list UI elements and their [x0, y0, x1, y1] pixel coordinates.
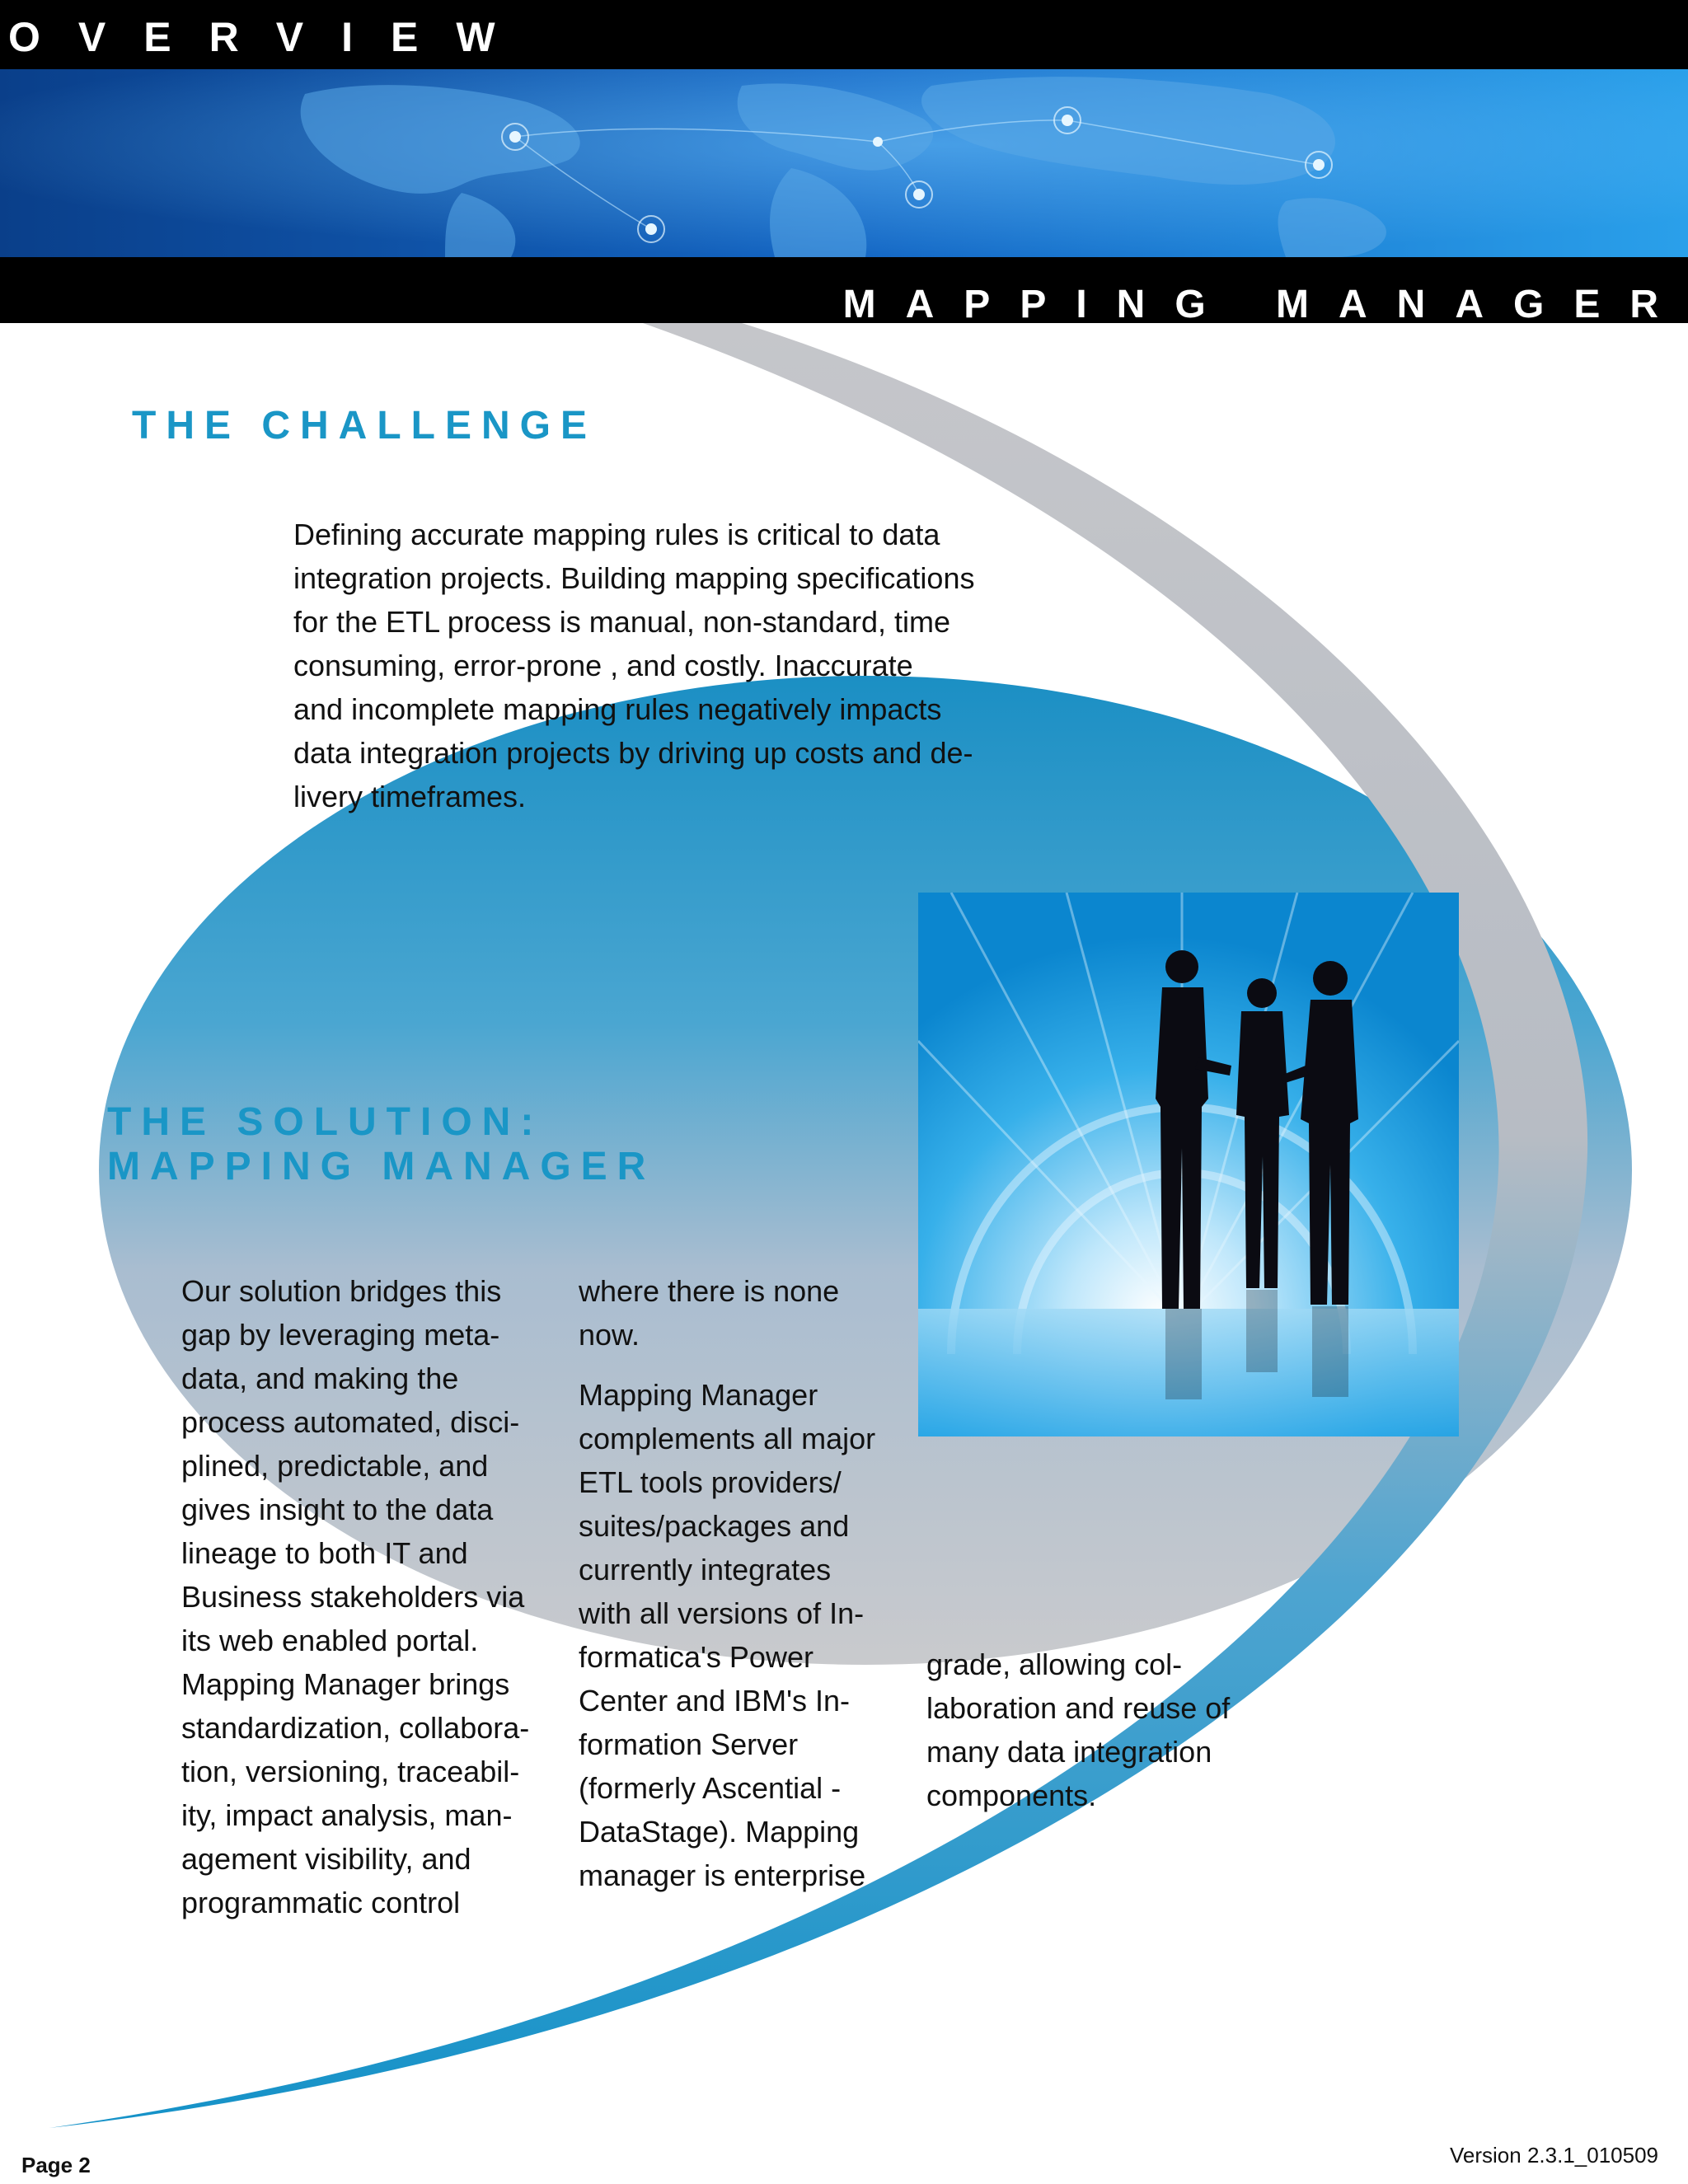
product-title: MAPPING MANAGER — [842, 283, 1688, 326]
solution-heading-line2: MAPPING MANAGER — [107, 1145, 656, 1188]
version-label: Version 2.3.1_010509 — [1450, 2143, 1658, 2168]
solution-column-3: grade, allowing col- laboration and reuse of many data integration components. — [926, 1647, 1231, 1812]
challenge-heading: THE CHALLENGE — [132, 404, 597, 448]
challenge-paragraph: Defining accurate mapping rules is critical to data integration projects. Building mapping specifications for the ETL process is manual, non-standard, time consuming, error-prone , and costly. Inaccurate and incomplete mapping rules negatively impacts data integration projects by driving up costs and de- livery timeframes. — [293, 518, 975, 813]
section-title: OVERVIEW — [8, 14, 533, 60]
business-team-photo — [918, 893, 1459, 1436]
solution-column-1: Our solution bridges this gap by leveraging meta- data, and making the process automated, disci- plined, predictable, and gives insight to the data lineage to both IT and Business stakeholders via its web enabled portal. Mapping Manager brings standardization, collabora- tion, versioning, traceabil- ity, impact analysis, man- agement visibility, and programmatic control — [181, 1274, 530, 1919]
page-number: Page 2 — [21, 2153, 91, 2177]
solution-column-2-para-1: where there is none now. — [579, 1274, 840, 1352]
world-map-banner — [0, 69, 1688, 257]
solution-heading — [107, 1100, 655, 1189]
solution-column-2 — [579, 1269, 925, 1897]
solution-column-2-para-2: Mapping Manager complements all major ETL tools providers/ suites/packages and currently integrates with all versions of In- formatica's Power Center and IBM's In- formation Server (formerly Ascential - DataStage). Mapping manager is enterprise — [579, 1378, 876, 1892]
solution-heading-line1: THE SOLUTION: — [107, 1100, 544, 1144]
